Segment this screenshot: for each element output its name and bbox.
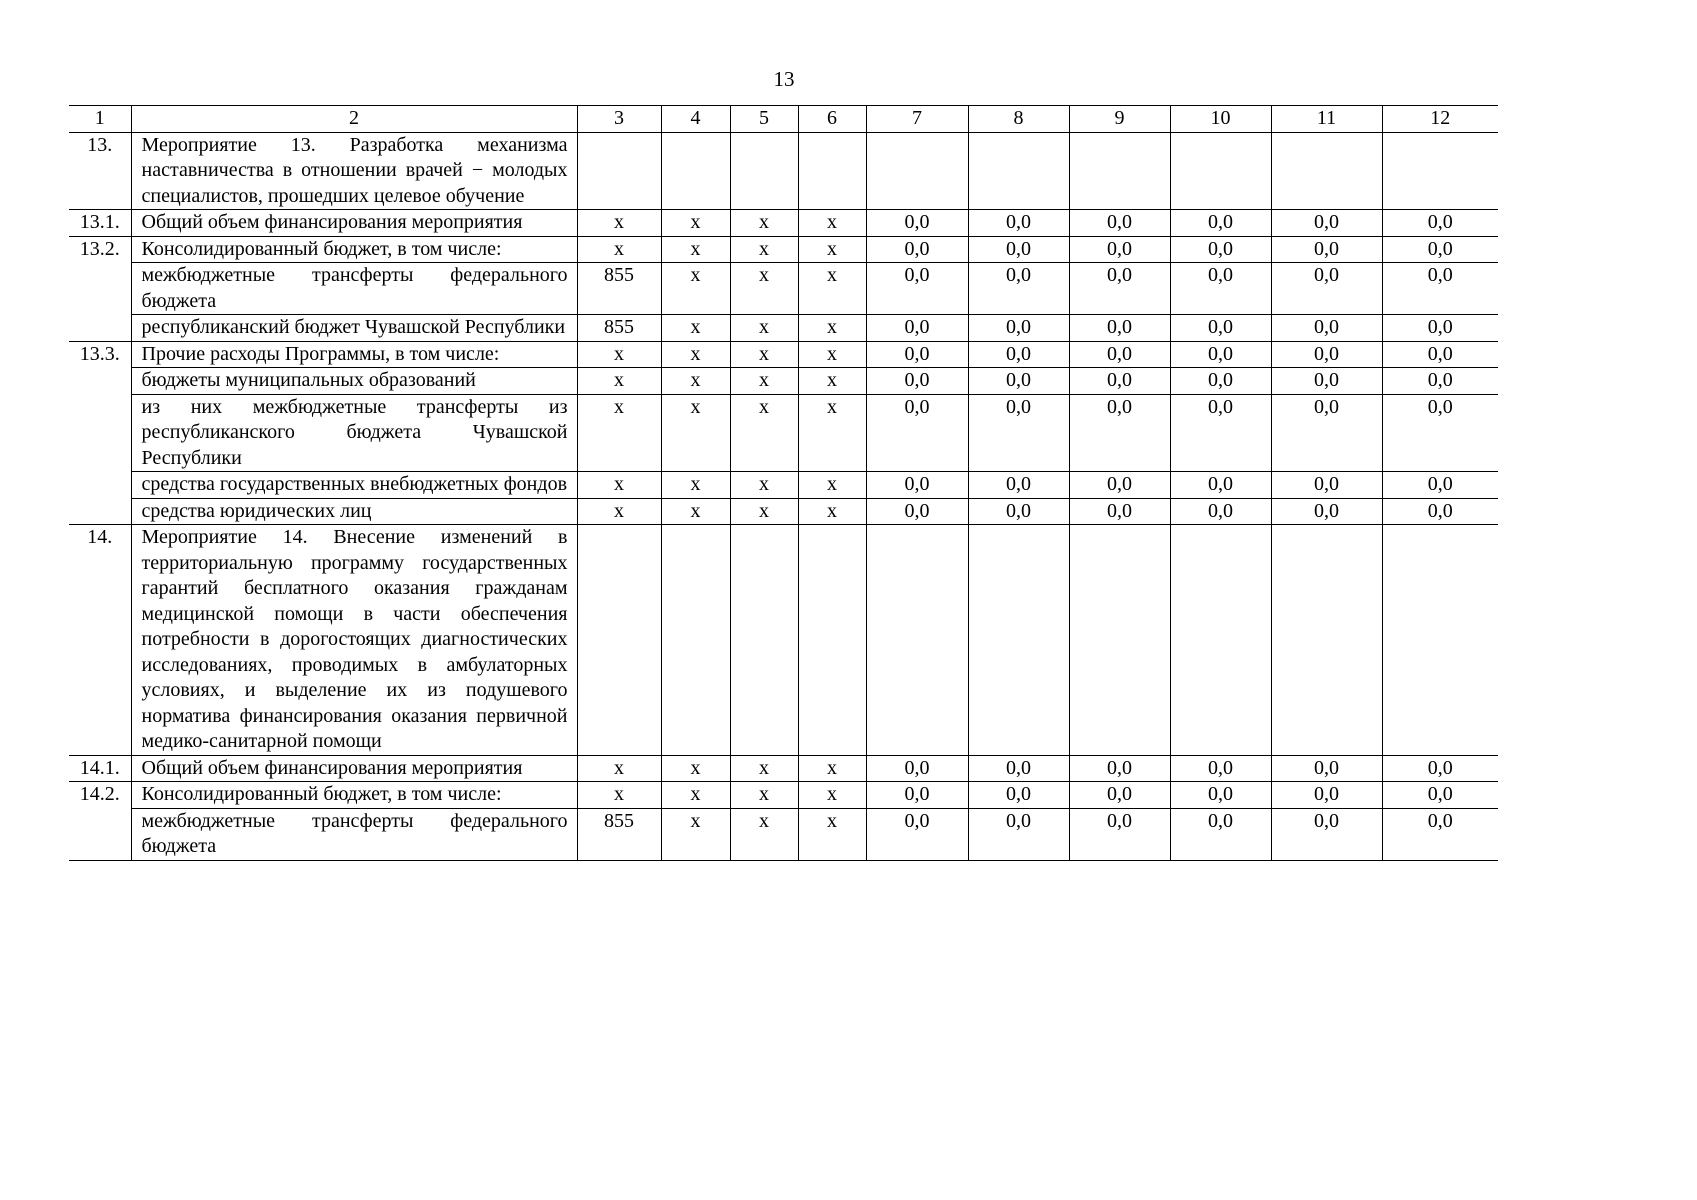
value-cell: х	[730, 498, 798, 525]
value-cell: х	[730, 755, 798, 782]
value-cell: 0,0	[1271, 315, 1382, 342]
row-number: 13.1.	[69, 210, 131, 237]
value-cell: 0,0	[1069, 498, 1170, 525]
value-cell: 0,0	[1382, 782, 1498, 809]
value-cell: 0,0	[968, 808, 1069, 860]
value-cell: 0,0	[968, 755, 1069, 782]
value-cell: 0,0	[1271, 210, 1382, 237]
value-cell: 0,0	[1170, 263, 1271, 315]
value-cell: 0,0	[1382, 394, 1498, 472]
value-cell: х	[730, 263, 798, 315]
value-cell	[661, 132, 730, 210]
value-cell: 0,0	[1382, 341, 1498, 368]
column-header: 7	[866, 106, 968, 133]
table-row	[69, 368, 1498, 395]
value-cell: 0,0	[1382, 368, 1498, 395]
table-row	[69, 263, 1498, 315]
column-header: 6	[798, 106, 866, 133]
value-cell: 0,0	[1069, 263, 1170, 315]
column-header: 10	[1170, 106, 1271, 133]
column-header: 1	[69, 106, 131, 133]
value-cell: 0,0	[1271, 498, 1382, 525]
row-number: 13.2.	[69, 236, 131, 341]
value-cell: 0,0	[1271, 394, 1382, 472]
value-cell: 0,0	[866, 368, 968, 395]
value-cell: 0,0	[1382, 498, 1498, 525]
row-number: 13.	[69, 132, 131, 210]
value-cell: 0,0	[866, 755, 968, 782]
value-cell: 0,0	[866, 263, 968, 315]
column-header: 5	[730, 106, 798, 133]
value-cell	[1271, 525, 1382, 756]
value-cell: 0,0	[968, 394, 1069, 472]
value-cell: 0,0	[866, 210, 968, 237]
value-cell	[968, 132, 1069, 210]
value-cell: х	[730, 210, 798, 237]
row-number: 14.1.	[69, 755, 131, 782]
budget-code-cell: х	[577, 782, 661, 809]
table-row	[69, 472, 1498, 499]
table-row	[69, 498, 1498, 525]
value-cell: 0,0	[866, 472, 968, 499]
value-cell: 0,0	[866, 498, 968, 525]
value-cell: 0,0	[1069, 808, 1170, 860]
value-cell: 0,0	[866, 236, 968, 263]
value-cell	[1069, 525, 1170, 756]
row-description: Мероприятие 14. Внесение изменений в территориальную программу государственных гарантий бесплатного оказания гражданам медицинской помощи в части обеспечения потребности в дорогостоящих диагностических исследованиях, проводимых в амбулаторных условиях, и выделение их из подушевого норматива финансирования оказания первичной медико-санитарной помощи	[131, 525, 577, 756]
budget-code-cell: х	[577, 394, 661, 472]
value-cell: х	[661, 341, 730, 368]
value-cell	[1382, 525, 1498, 756]
value-cell: х	[798, 210, 866, 237]
value-cell: 0,0	[1271, 236, 1382, 263]
value-cell: 0,0	[1069, 755, 1170, 782]
value-cell: 0,0	[1170, 394, 1271, 472]
row-description: межбюджетные трансферты федерального бюджета	[131, 808, 577, 860]
table-row	[69, 315, 1498, 342]
budget-code-cell	[577, 525, 661, 756]
value-cell: 0,0	[866, 315, 968, 342]
value-cell: х	[798, 368, 866, 395]
budget-code-cell: х	[577, 472, 661, 499]
row-description: средства государственных внебюджетных фондов	[131, 472, 577, 499]
value-cell: 0,0	[1271, 808, 1382, 860]
column-header: 12	[1382, 106, 1498, 133]
value-cell	[866, 525, 968, 756]
column-header: 4	[661, 106, 730, 133]
value-cell: х	[661, 498, 730, 525]
value-cell: х	[798, 394, 866, 472]
row-number: 14.2.	[69, 782, 131, 861]
value-cell: х	[730, 315, 798, 342]
table-row	[69, 755, 1498, 782]
row-description: Консолидированный бюджет, в том числе:	[131, 236, 577, 263]
row-description: бюджеты муниципальных образований	[131, 368, 577, 395]
value-cell: 0,0	[1069, 210, 1170, 237]
value-cell: х	[798, 782, 866, 809]
value-cell: х	[798, 341, 866, 368]
budget-code-cell: х	[577, 755, 661, 782]
row-description: Прочие расходы Программы, в том числе:	[131, 341, 577, 368]
value-cell: 0,0	[1069, 782, 1170, 809]
table-row	[69, 341, 1498, 368]
value-cell: 0,0	[1382, 315, 1498, 342]
value-cell: 0,0	[1069, 236, 1170, 263]
value-cell: х	[661, 755, 730, 782]
value-cell: х	[661, 263, 730, 315]
value-cell: 0,0	[1170, 472, 1271, 499]
row-description: республиканский бюджет Чувашской Республики	[131, 315, 577, 342]
table-row	[69, 394, 1498, 472]
value-cell	[1382, 132, 1498, 210]
value-cell: 0,0	[1069, 394, 1170, 472]
value-cell	[730, 132, 798, 210]
value-cell: 0,0	[1271, 755, 1382, 782]
page-number: 13	[773, 67, 795, 91]
value-cell: х	[730, 808, 798, 860]
table-row	[69, 808, 1498, 860]
table-header-row	[69, 106, 1498, 133]
row-description: из них межбюджетные трансферты из республиканского бюджета Чувашской Республики	[131, 394, 577, 472]
budget-code-cell	[577, 132, 661, 210]
table-row	[69, 782, 1498, 809]
value-cell: 0,0	[968, 498, 1069, 525]
column-header: 2	[131, 106, 577, 133]
value-cell: 0,0	[968, 472, 1069, 499]
value-cell: 0,0	[1069, 368, 1170, 395]
value-cell	[1069, 132, 1170, 210]
budget-code-cell: х	[577, 210, 661, 237]
value-cell: х	[730, 341, 798, 368]
value-cell: х	[730, 394, 798, 472]
value-cell: 0,0	[1170, 755, 1271, 782]
value-cell: х	[798, 808, 866, 860]
value-cell: 0,0	[968, 210, 1069, 237]
value-cell: х	[730, 782, 798, 809]
budget-code-cell: 855	[577, 808, 661, 860]
value-cell: х	[730, 472, 798, 499]
column-header: 3	[577, 106, 661, 133]
value-cell	[798, 132, 866, 210]
value-cell	[730, 525, 798, 756]
value-cell: 0,0	[866, 782, 968, 809]
column-header: 11	[1271, 106, 1382, 133]
budget-code-cell: х	[577, 236, 661, 263]
value-cell: х	[661, 236, 730, 263]
value-cell: 0,0	[968, 236, 1069, 263]
value-cell: 0,0	[1170, 368, 1271, 395]
row-description: Мероприятие 13. Разработка механизма наставничества в отношении врачей − молодых специалистов, прошедших целевое обучение	[131, 132, 577, 210]
table-row	[69, 525, 1498, 756]
value-cell: 0,0	[1271, 263, 1382, 315]
value-cell: х	[661, 315, 730, 342]
budget-code-cell: х	[577, 498, 661, 525]
value-cell: х	[798, 263, 866, 315]
value-cell: 0,0	[1170, 236, 1271, 263]
table-row	[69, 236, 1498, 263]
row-description: Консолидированный бюджет, в том числе:	[131, 782, 577, 809]
value-cell: 0,0	[866, 808, 968, 860]
value-cell: 0,0	[866, 341, 968, 368]
value-cell: 0,0	[1382, 808, 1498, 860]
value-cell: х	[730, 236, 798, 263]
value-cell: х	[730, 368, 798, 395]
value-cell: х	[798, 498, 866, 525]
budget-code-cell: х	[577, 341, 661, 368]
value-cell: х	[661, 782, 730, 809]
value-cell: 0,0	[968, 341, 1069, 368]
budget-code-cell: 855	[577, 263, 661, 315]
value-cell: 0,0	[1382, 210, 1498, 237]
row-number: 14.	[69, 525, 131, 756]
row-description: межбюджетные трансферты федерального бюджета	[131, 263, 577, 315]
budget-code-cell: 855	[577, 315, 661, 342]
value-cell: 0,0	[1382, 755, 1498, 782]
value-cell: 0,0	[1382, 236, 1498, 263]
value-cell: 0,0	[968, 315, 1069, 342]
value-cell: х	[798, 755, 866, 782]
value-cell	[798, 525, 866, 756]
value-cell: 0,0	[1271, 341, 1382, 368]
value-cell: 0,0	[1170, 498, 1271, 525]
row-number: 13.3.	[69, 341, 131, 525]
row-description: средства юридических лиц	[131, 498, 577, 525]
value-cell: 0,0	[1170, 808, 1271, 860]
value-cell: 0,0	[1069, 315, 1170, 342]
table-row	[69, 210, 1498, 237]
value-cell: 0,0	[1271, 472, 1382, 499]
column-header: 8	[968, 106, 1069, 133]
table-row	[69, 132, 1498, 210]
budget-code-cell: х	[577, 368, 661, 395]
value-cell: 0,0	[1170, 210, 1271, 237]
value-cell: 0,0	[1170, 782, 1271, 809]
value-cell: 0,0	[1170, 341, 1271, 368]
value-cell: х	[661, 368, 730, 395]
value-cell: 0,0	[1069, 472, 1170, 499]
value-cell: 0,0	[1271, 368, 1382, 395]
value-cell: х	[798, 315, 866, 342]
value-cell: 0,0	[1069, 341, 1170, 368]
value-cell: х	[798, 236, 866, 263]
value-cell: 0,0	[968, 263, 1069, 315]
value-cell: х	[661, 394, 730, 472]
value-cell	[968, 525, 1069, 756]
value-cell: 0,0	[968, 782, 1069, 809]
value-cell: 0,0	[1382, 263, 1498, 315]
budget-table	[69, 105, 1498, 861]
value-cell	[1271, 132, 1382, 210]
value-cell: х	[661, 472, 730, 499]
value-cell	[661, 525, 730, 756]
row-description: Общий объем финансирования мероприятия	[131, 210, 577, 237]
value-cell: 0,0	[1382, 472, 1498, 499]
value-cell: х	[798, 472, 866, 499]
value-cell: х	[661, 808, 730, 860]
value-cell	[1170, 132, 1271, 210]
value-cell	[866, 132, 968, 210]
value-cell: 0,0	[866, 394, 968, 472]
value-cell: 0,0	[1271, 782, 1382, 809]
value-cell	[1170, 525, 1271, 756]
value-cell: 0,0	[968, 368, 1069, 395]
row-description: Общий объем финансирования мероприятия	[131, 755, 577, 782]
column-header: 9	[1069, 106, 1170, 133]
value-cell: 0,0	[1170, 315, 1271, 342]
value-cell: х	[661, 210, 730, 237]
